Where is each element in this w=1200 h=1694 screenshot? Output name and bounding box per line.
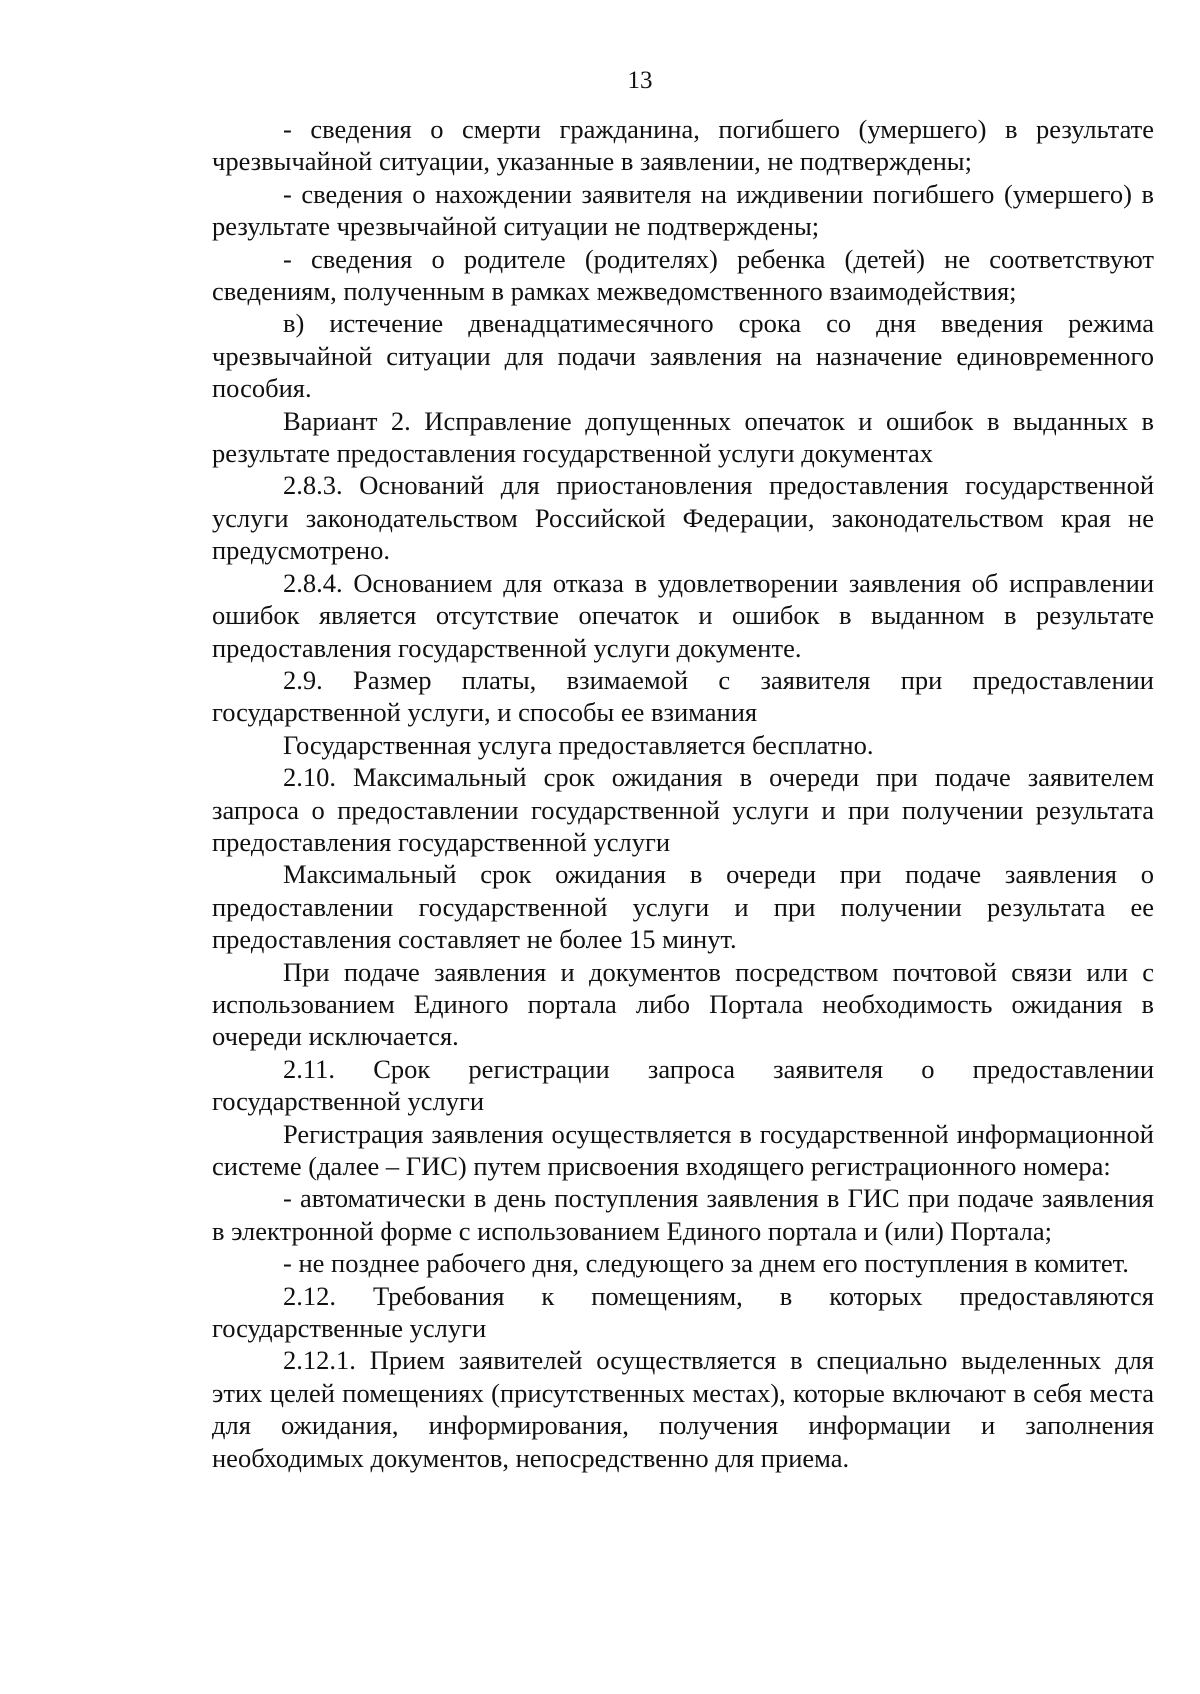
- paragraph: Вариант 2. Исправление допущенных опечаток и ошибок в выданных в результате предоставления государственной услуги документах: [212, 405, 1154, 469]
- paragraph: 2.8.3. Оснований для приостановления предоставления государственной услуги законодательством Российской Федерации, законодательством края не предусмотрено.: [212, 470, 1154, 566]
- paragraph: 2.10. Максимальный срок ожидания в очереди при подаче заявителем запроса о предоставлении государственной услуги и при получении результата предоставления государственной услуги: [212, 762, 1154, 857]
- paragraph: - не позднее рабочего дня, следующего за днем его поступления в комитет.: [283, 1248, 1129, 1279]
- paragraph: 2.8.4. Основанием для отказа в удовлетворении заявления об исправлении ошибок является отсутствие опечаток и ошибок в выданном в результате предоставления государственной услуги документе.: [212, 567, 1154, 663]
- paragraph: в) истечение двенадцатимесячного срока со дня введения режима чрезвычайной ситуации для подачи заявления на назначение единовременного пособия.: [212, 308, 1154, 404]
- paragraph: - сведения о родителе (родителях) ребенка (детей) не соответствуют сведениям, полученным в рамках межведомственного взаимодействия;: [212, 243, 1154, 307]
- document-body: [212, 113, 1154, 1474]
- paragraph: Максимальный срок ожидания в очереди при подаче заявления о предоставлении государственной услуги и при получении результата ее предоставления составляет не более 15 минут.: [212, 859, 1154, 955]
- paragraph: - автоматически в день поступления заявления в ГИС при подаче заявления в электронной форме с использованием Единого портала и (или) Портала;: [212, 1183, 1154, 1246]
- page-number: 13: [627, 67, 653, 94]
- paragraph: 2.12. Требования к помещениям, в которых предоставляются государственные услуги: [212, 1280, 1154, 1344]
- paragraph: 2.11. Срок регистрации запроса заявителя о предоставлении государственной услуги: [212, 1053, 1154, 1117]
- paragraph: - сведения о нахождении заявителя на иждивении погибшего (умершего) в результате чрезвычайной ситуации не подтверждены;: [212, 178, 1154, 242]
- paragraph: Государственная услуга предоставляется бесплатно.: [283, 729, 874, 760]
- paragraph: Регистрация заявления осуществляется в государственной информационной системе (далее – ГИС) путем присвоения входящего регистрационного номера:: [212, 1118, 1154, 1181]
- paragraph: - сведения о смерти гражданина, погибшего (умершего) в результате чрезвычайной ситуации, указанные в заявлении, не подтверждены;: [212, 114, 1154, 177]
- paragraph: 2.9. Размер платы, взимаемой с заявителя при предоставлении государственной услуги, и способы ее взимания: [212, 664, 1154, 728]
- paragraph: 2.12.1. Прием заявителей осуществляется в специально выделенных для этих целей помещениях (присутственных местах), которые включают в себя места для ожидания, информирования, получения информации и заполнения необходимых документов, непосредственно для приема.: [212, 1345, 1154, 1473]
- paragraph: При подаче заявления и документов посредством почтовой связи или с использованием Единого портала либо Портала необходимость ожидания в очереди исключается.: [212, 956, 1154, 1052]
